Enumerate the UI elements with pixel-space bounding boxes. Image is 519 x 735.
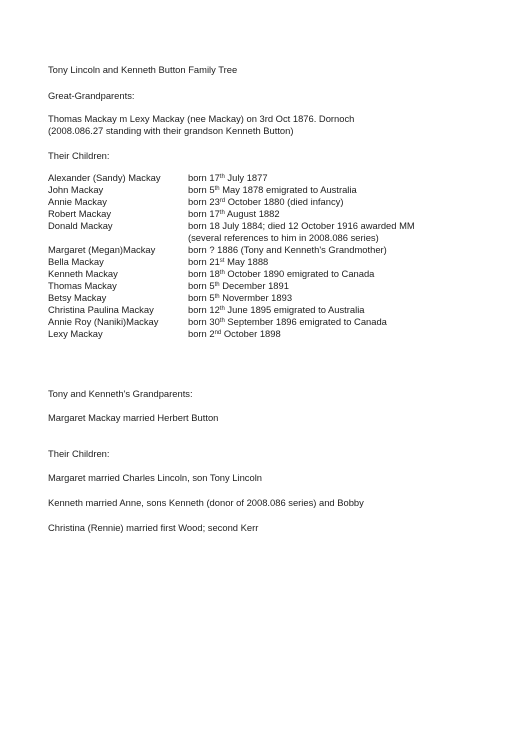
children2-item: Margaret married Charles Lincoln, son Tony Lincoln <box>48 472 262 483</box>
child-detail: (several references to him in 2008.086 series) <box>188 232 379 243</box>
child-name: Donald Mackay <box>48 220 113 231</box>
child-detail: born 18th October 1890 emigrated to Canada <box>188 268 375 279</box>
child-name: Robert Mackay <box>48 208 112 219</box>
child-detail: born 30th September 1896 emigrated to Canada <box>188 316 387 327</box>
child-detail: born ? 1886 (Tony and Kenneth's Grandmother) <box>188 244 387 255</box>
grandparents-line: Margaret Mackay married Herbert Button <box>48 412 219 423</box>
child-detail: born 17th August 1882 <box>188 208 280 219</box>
child-name: Bella Mackay <box>48 256 104 267</box>
child-detail: born 2nd October 1898 <box>188 328 281 339</box>
child-name: Kenneth Mackay <box>48 268 118 279</box>
children-heading: Their Children: <box>48 150 110 161</box>
grandparents-heading: Tony and Kenneth's Grandparents: <box>48 388 193 399</box>
child-name: Christina Paulina Mackay <box>48 304 154 315</box>
child-detail: born 5th Novermber 1893 <box>188 292 293 303</box>
child-detail: born 17th July 1877 <box>188 172 268 183</box>
children2-item: Kenneth married Anne, sons Kenneth (donor of 2008.086 series) and Bobby <box>48 497 364 508</box>
great-grandparents-line-2: (2008.086.27 standing with their grandson Kenneth Button) <box>48 125 294 136</box>
child-name: John Mackay <box>48 184 104 195</box>
child-name: Betsy Mackay <box>48 292 107 303</box>
great-grandparents-line-1: Thomas Mackay m Lexy Mackay (nee Mackay) on 3rd Oct 1876. Dornoch <box>48 113 355 124</box>
child-name: Annie Mackay <box>48 196 107 207</box>
child-name: Alexander (Sandy) Mackay <box>48 172 161 183</box>
child-name: Annie Roy (Naniki)Mackay <box>48 316 159 327</box>
children2-heading: Their Children: <box>48 448 110 459</box>
child-name: Margaret (Megan)Mackay <box>48 244 156 255</box>
child-detail: born 12th June 1895 emigrated to Australia <box>188 304 365 315</box>
children2-item: Christina (Rennie) married first Wood; second Kerr <box>48 522 259 533</box>
child-name: Lexy Mackay <box>48 328 103 339</box>
child-name: Thomas Mackay <box>48 280 117 291</box>
child-detail: born 18 July 1884; died 12 October 1916 awarded MM <box>188 220 415 231</box>
great-grandparents-heading: Great-Grandparents: <box>48 90 135 101</box>
child-detail: born 21st May 1888 <box>188 256 269 267</box>
child-detail: born 5th May 1878 emigrated to Australia <box>188 184 357 195</box>
child-detail: born 5th December 1891 <box>188 280 289 291</box>
child-detail: born 23rd October 1880 (died infancy) <box>188 196 344 207</box>
document-title: Tony Lincoln and Kenneth Button Family Tree <box>48 64 238 75</box>
